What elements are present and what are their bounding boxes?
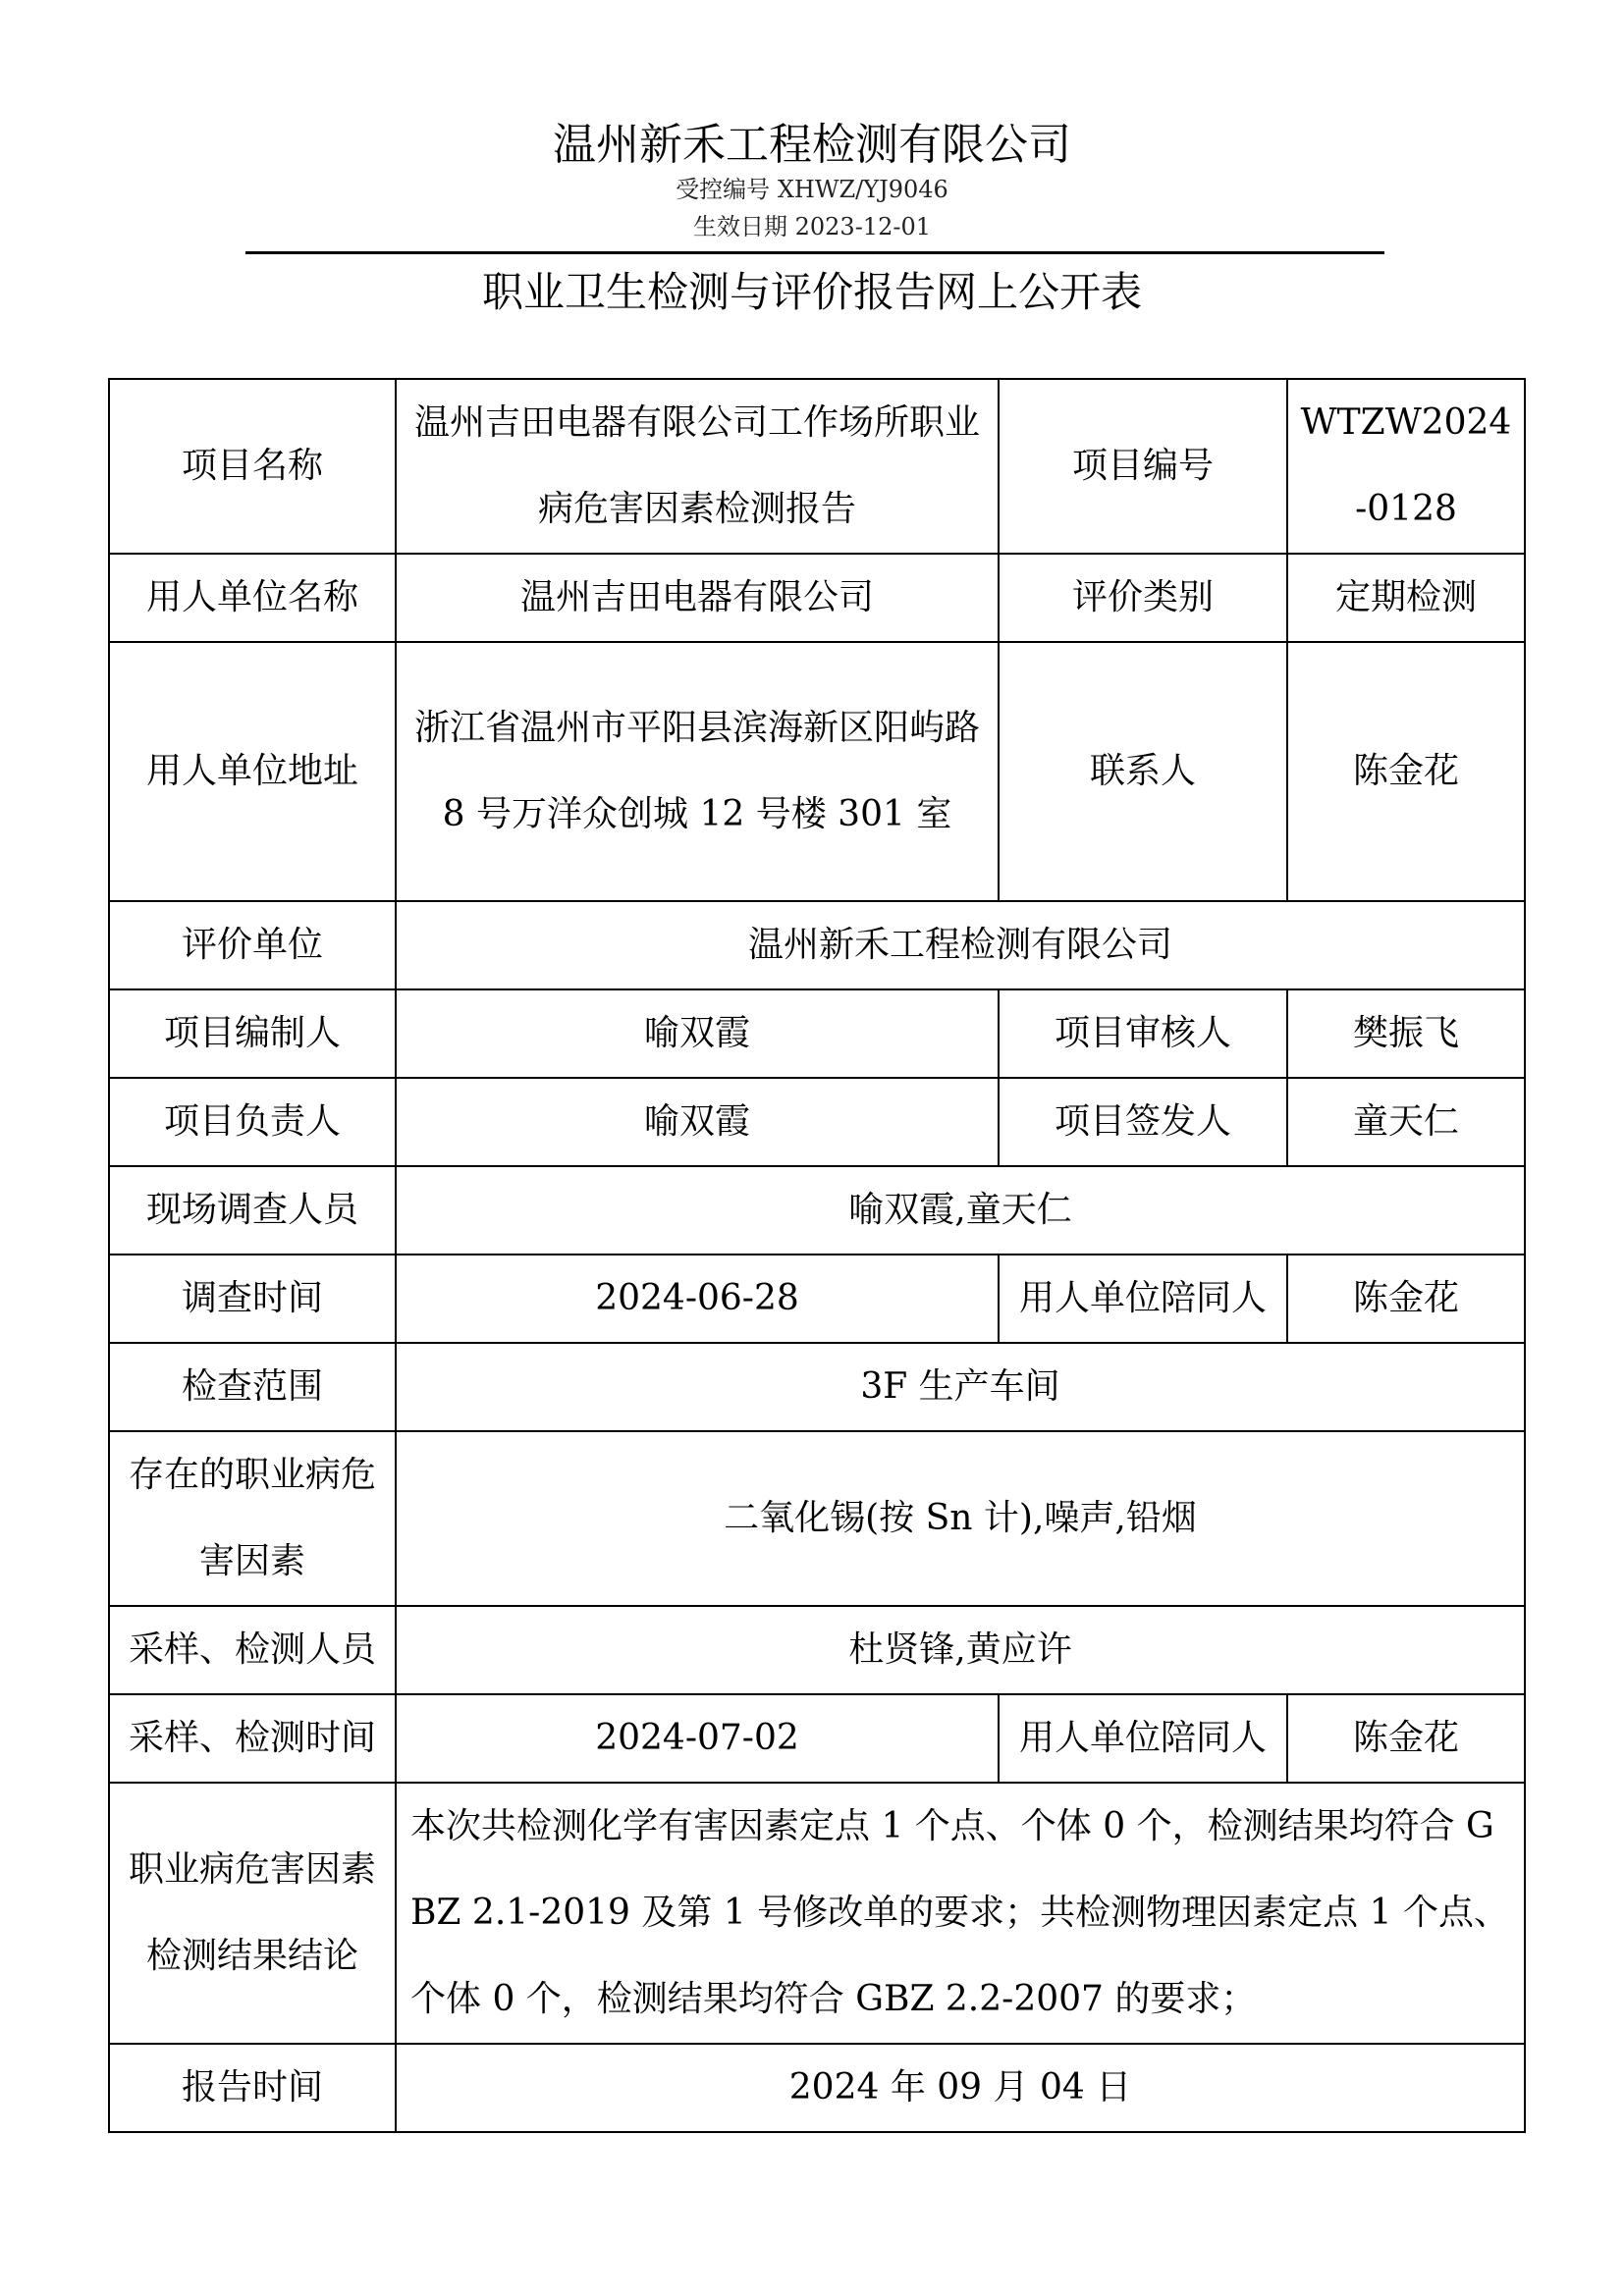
manager-label: 项目负责人 <box>109 1078 396 1166</box>
table-row <box>109 1255 1525 1343</box>
scope-label: 检查范围 <box>109 1343 396 1431</box>
table-row <box>109 554 1525 642</box>
employer-name-value: 温州吉田电器有限公司 <box>396 554 999 642</box>
sampling-time-label: 采样、检测时间 <box>109 1694 396 1783</box>
conclusion-label: 职业病危害因素检测结果结论 <box>109 1783 396 2044</box>
sampling-companion-label: 用人单位陪同人 <box>999 1694 1287 1783</box>
table-row <box>109 1694 1525 1783</box>
sampling-time-value: 2024-07-02 <box>396 1694 999 1783</box>
company-name: 温州新禾工程检测有限公司 <box>553 120 1071 170</box>
header-divider <box>245 251 1384 254</box>
survey-companion-label: 用人单位陪同人 <box>999 1255 1287 1343</box>
employer-address-value: 浙江省温州市平阳县滨海新区阳屿路 8 号万洋众创城 12 号楼 301 室 <box>396 642 999 901</box>
compiler-label: 项目编制人 <box>109 989 396 1078</box>
scope-value: 3F 生产车间 <box>396 1343 1525 1431</box>
manager-value: 喻双霞 <box>396 1078 999 1166</box>
reviewer-label: 项目审核人 <box>999 989 1287 1078</box>
compiler-value: 喻双霞 <box>396 989 999 1078</box>
report-time-label: 报告时间 <box>109 2044 396 2132</box>
hazards-label: 存在的职业病危害因素 <box>109 1431 396 1606</box>
contact-label: 联系人 <box>999 642 1287 901</box>
eval-org-label: 评价单位 <box>109 901 396 989</box>
table-row <box>109 379 1525 554</box>
hazards-value: 二氧化锡(按 Sn 计),噪声,铅烟 <box>396 1431 1525 1606</box>
control-number: 受控编号 XHWZ/YJ9046 <box>676 176 948 203</box>
table-row <box>109 2044 1525 2132</box>
report-table <box>108 378 1526 2133</box>
table-row <box>109 1166 1525 1255</box>
samplers-label: 采样、检测人员 <box>109 1606 396 1694</box>
sampling-companion-value: 陈金花 <box>1287 1694 1525 1783</box>
report-time-value: 2024 年 09 月 04 日 <box>396 2044 1525 2132</box>
samplers-value: 杜贤锋,黄应许 <box>396 1606 1525 1694</box>
eval-type-value: 定期检测 <box>1287 554 1525 642</box>
table-row <box>109 1078 1525 1166</box>
employer-address-label: 用人单位地址 <box>109 642 396 901</box>
project-no-value: WTZW2024-0128 <box>1287 379 1525 554</box>
table-row <box>109 1606 1525 1694</box>
surveyors-label: 现场调查人员 <box>109 1166 396 1255</box>
table-row <box>109 642 1525 901</box>
project-name-value: 温州吉田电器有限公司工作场所职业病危害因素检测报告 <box>396 379 999 554</box>
surveyors-value: 喻双霞,童天仁 <box>396 1166 1525 1255</box>
employer-name-label: 用人单位名称 <box>109 554 396 642</box>
project-no-label: 项目编号 <box>999 379 1287 554</box>
conclusion-value: 本次共检测化学有害因素定点 1 个点、个体 0 个，检测结果均符合 GBZ 2.1-2019 及第 1 号修改单的要求；共检测物理因素定点 1 个点、个体 0 个，检测结果均符合 GBZ 2.2-2007 的要求； <box>396 1783 1525 2044</box>
issuer-label: 项目签发人 <box>999 1078 1287 1166</box>
table-row <box>109 1431 1525 1606</box>
issuer-value: 童天仁 <box>1287 1078 1525 1166</box>
survey-companion-value: 陈金花 <box>1287 1255 1525 1343</box>
reviewer-value: 樊振飞 <box>1287 989 1525 1078</box>
effective-date: 生效日期 2023-12-01 <box>692 213 931 240</box>
survey-time-value: 2024-06-28 <box>396 1255 999 1343</box>
table-row <box>109 1343 1525 1431</box>
table-row <box>109 901 1525 989</box>
table-row <box>109 989 1525 1078</box>
survey-time-label: 调查时间 <box>109 1255 396 1343</box>
document-title: 职业卫生检测与评价报告网上公开表 <box>481 268 1142 316</box>
eval-type-label: 评价类别 <box>999 554 1287 642</box>
contact-value: 陈金花 <box>1287 642 1525 901</box>
project-name-label: 项目名称 <box>109 379 396 554</box>
table-row <box>109 1783 1525 2044</box>
eval-org-value: 温州新禾工程检测有限公司 <box>396 901 1525 989</box>
